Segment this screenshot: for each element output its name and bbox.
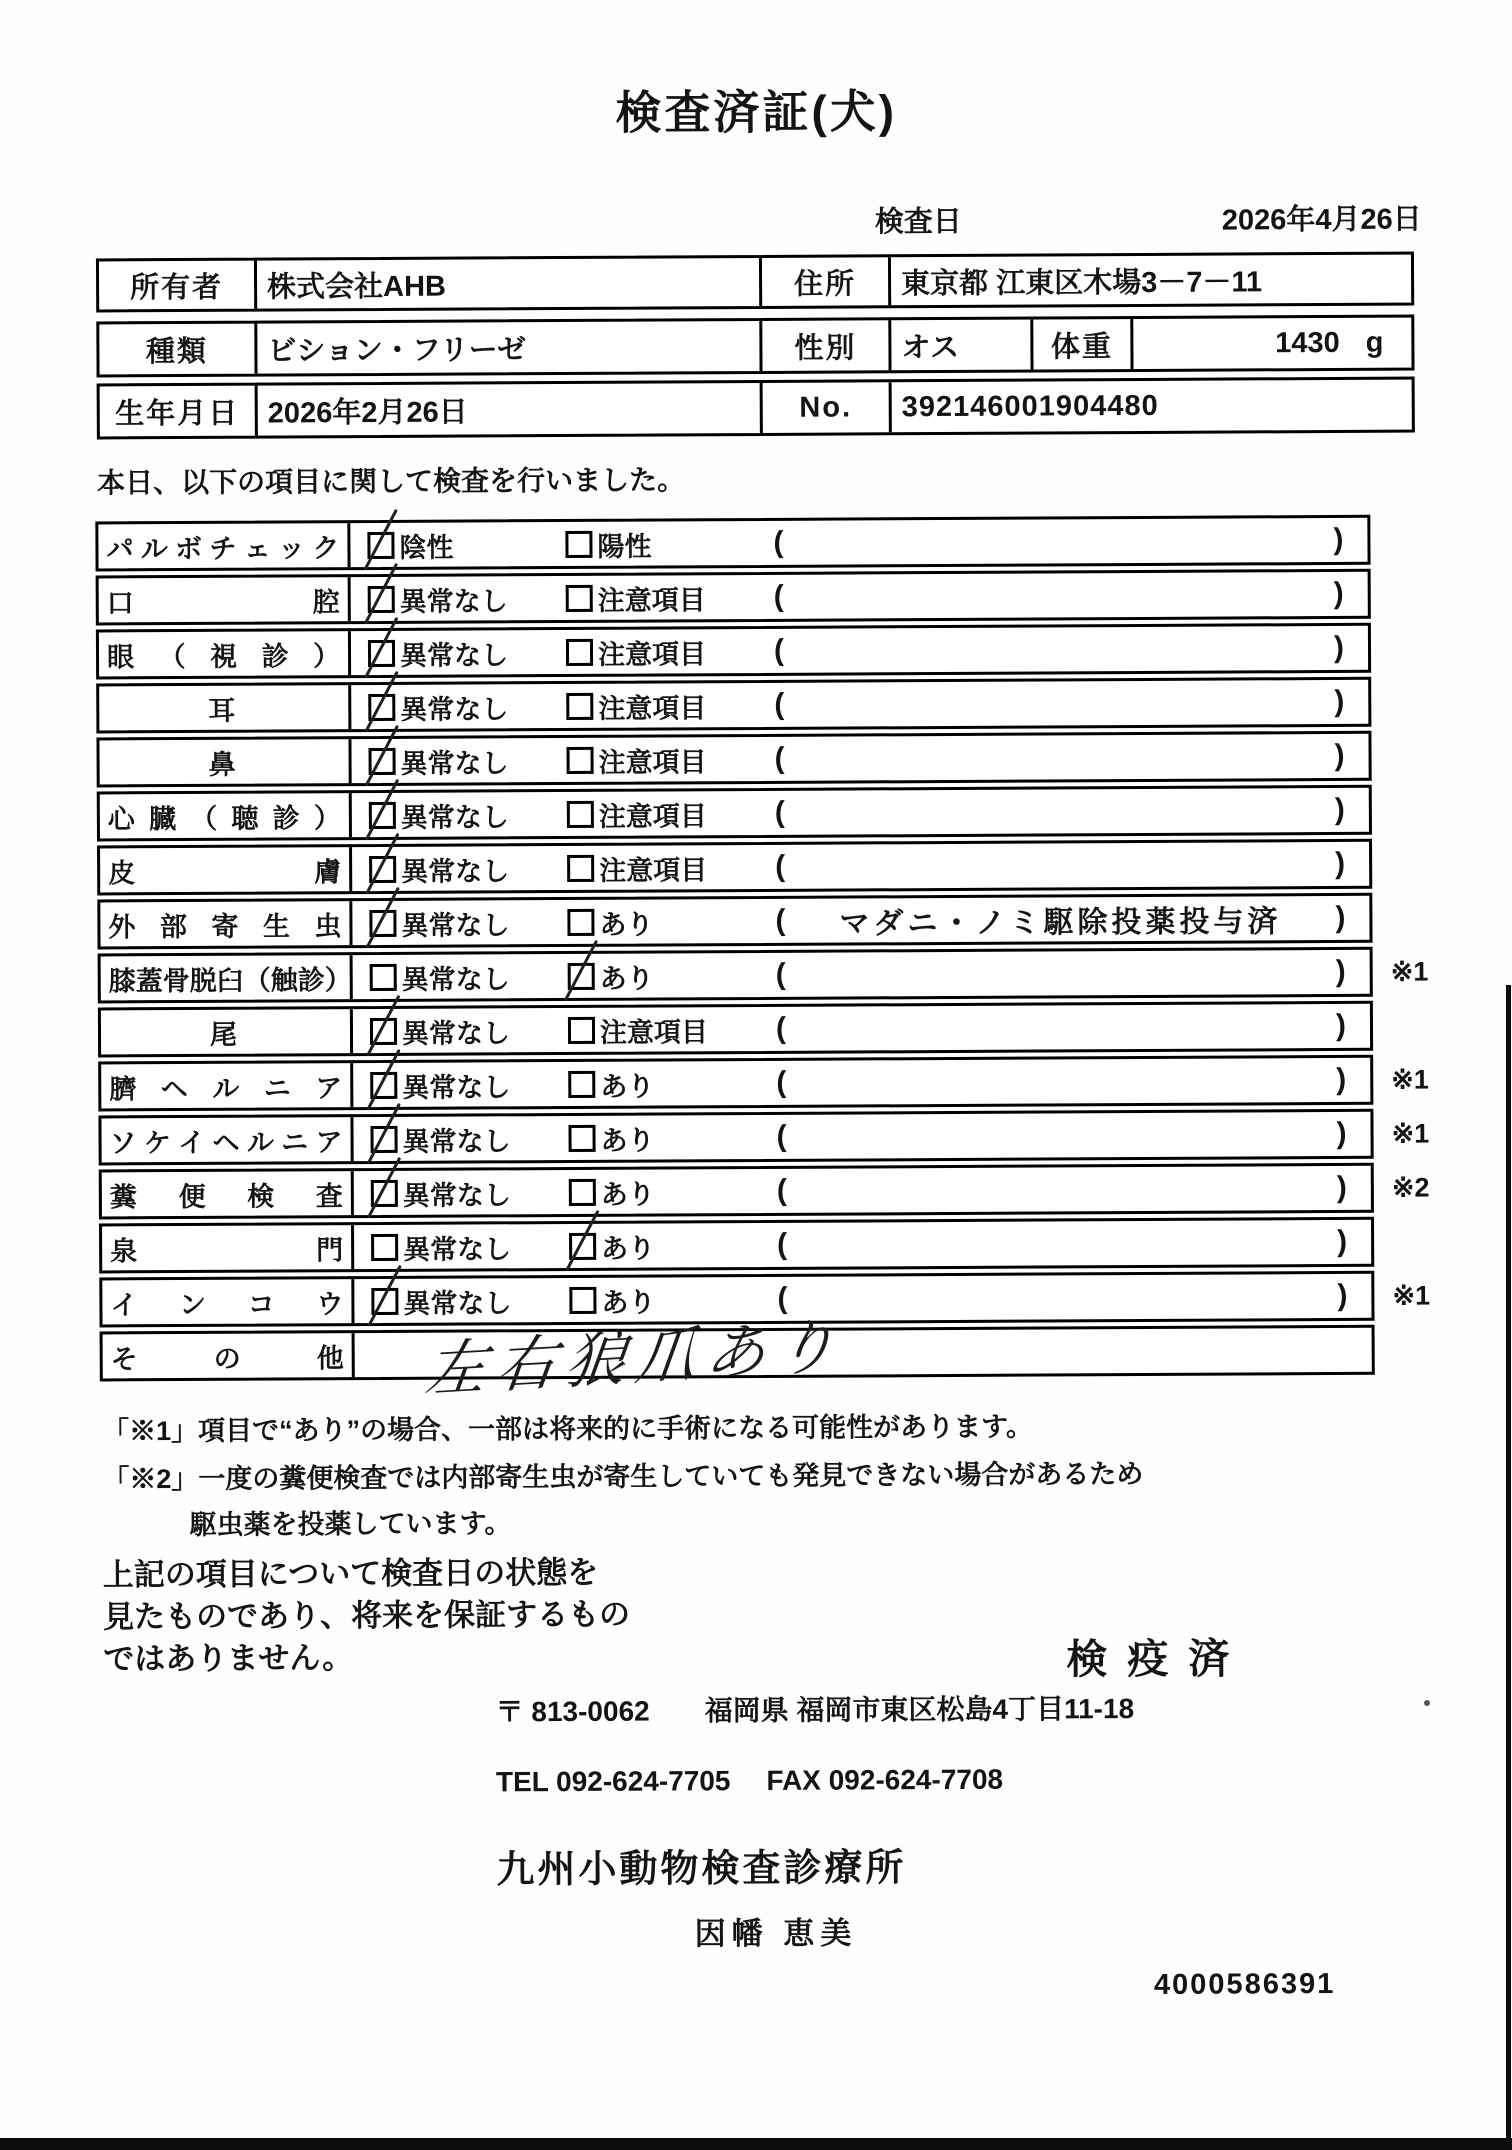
inspection-row-options [353, 1058, 1370, 1107]
inspection-item-label: 泉 門 [102, 1225, 354, 1270]
inspection-row-options [351, 572, 1368, 621]
weight-unit: g [1365, 326, 1384, 359]
inspection-item-label: そ の 他 [103, 1333, 355, 1378]
inspection-item-label: パ ル ボ チ ェ ッ ク [98, 523, 350, 568]
paren-open: ( [776, 1065, 787, 1099]
sex-label: 性別 [759, 320, 888, 371]
animal-info-row-2 [97, 377, 1415, 440]
scan-speck [1424, 1700, 1430, 1706]
footnote-marker [1392, 1216, 1462, 1266]
breed-label: 種類 [145, 335, 209, 368]
option-1 [371, 1280, 569, 1320]
checkbox[interactable] [568, 1070, 595, 1097]
option-2 [568, 1009, 766, 1049]
inspection-row-box [100, 1312, 1375, 1405]
paren-close: ) [1334, 738, 1345, 772]
option-1 [370, 1064, 568, 1104]
inspection-item-label: 臍 ヘ ル ニ ア [101, 1063, 353, 1108]
checkbox[interactable] [368, 639, 395, 666]
option-1 [367, 525, 565, 565]
option-1 [368, 633, 566, 673]
clinic-phone-line [496, 1761, 1512, 1798]
checkbox[interactable] [569, 1232, 596, 1259]
footnote-marker: ※1 [1391, 1117, 1430, 1149]
footnote-marker [1389, 730, 1459, 780]
option-1-label: 異常なし [399, 585, 508, 617]
paren-open: ( [776, 1173, 787, 1207]
option-1 [369, 902, 567, 942]
option-1-label: 異常なし [402, 1125, 511, 1157]
paren-open: ( [776, 1119, 787, 1153]
inspection-row [97, 892, 1512, 949]
option-2-label: あり [601, 1287, 656, 1318]
paren-close: ) [1336, 1116, 1347, 1150]
option-1 [370, 1010, 568, 1050]
inspection-item-label: ソ ケ イ ヘ ル ニ ア [101, 1117, 353, 1162]
inspection-row [96, 730, 1512, 787]
inspection-row-box [97, 785, 1372, 842]
birth-value: 2026年2月26日 [255, 383, 760, 436]
inspection-row-options [351, 734, 1368, 783]
clinic-postal-code: 〒 813-0062 [495, 1695, 650, 1728]
inspection-row-options [353, 1004, 1370, 1053]
inspection-item-label: 心 臓 （ 聴 診 ） [100, 793, 352, 838]
paren-open: ( [773, 633, 785, 667]
inspection-row-options [353, 1112, 1370, 1161]
paren-open: ( [777, 1227, 788, 1261]
checkbox[interactable] [569, 1178, 596, 1205]
inspection-item-label: 膝 蓋 骨 脱 臼 （ 触 診 ） [101, 955, 353, 1000]
handwritten-note: 左右狼爪あり [422, 1312, 850, 1405]
intro-text: 本日、以下の項目に関して検査を行いました。 [97, 464, 686, 499]
footnote-marker [1391, 1000, 1461, 1050]
inspection-row-box [98, 1109, 1373, 1166]
option-2-label: 注意項目 [598, 800, 707, 832]
finding-note [787, 1134, 1337, 1137]
weight-cell [1130, 318, 1411, 369]
option-2 [569, 1225, 767, 1265]
finding-note [786, 972, 1336, 975]
footnote-1: 「※1」項目で“あり”の場合、一部は将来的に手術になる可能性があります。 [102, 1411, 1034, 1447]
option-1 [369, 848, 567, 888]
option-2 [566, 577, 764, 617]
option-1-label: 陰性 [399, 532, 454, 563]
inspection-row-options [354, 1274, 1371, 1323]
checkbox[interactable] [370, 1071, 397, 1098]
checkbox[interactable] [370, 963, 397, 990]
paren-open: ( [775, 957, 786, 991]
option-2-label: 注意項目 [598, 692, 707, 724]
option-1-label: 異常なし [402, 1071, 511, 1103]
finding-note [784, 594, 1334, 597]
finding-note [786, 1026, 1336, 1029]
inspection-item-label: イ ン コ ウ [102, 1279, 354, 1324]
inspection-row [96, 676, 1512, 733]
owner-label: 所有者 [130, 271, 224, 304]
footnote-marker [1390, 784, 1460, 834]
option-1-label: 異常なし [401, 855, 510, 887]
inspection-item-label: 耳 [99, 685, 351, 730]
paren-open: ( [775, 1011, 787, 1045]
option-2-label: 陽性 [597, 531, 652, 562]
finding-note [787, 1242, 1337, 1245]
inspection-row [99, 1216, 1512, 1273]
finding-note [785, 810, 1335, 813]
option-2-label: 注意項目 [597, 584, 706, 616]
option-2 [567, 793, 765, 833]
inspection-row-box [96, 677, 1371, 734]
paren-close: ) [1333, 576, 1344, 610]
option-1 [369, 795, 567, 835]
inspection-row-options [352, 896, 1369, 945]
checkbox[interactable] [568, 1124, 595, 1151]
examiner-name: 因幡 恵美 [694, 1915, 858, 1952]
address-value: 東京都 江東区木場3－7－11 [888, 255, 1411, 306]
inspection-row-box [96, 623, 1371, 680]
inspection-row-box [95, 515, 1370, 572]
inspection-date-label: 検査日 [874, 205, 962, 239]
inspection-item-label: 外 部 寄 生 虫 [100, 901, 352, 946]
option-2-label: あり [601, 1233, 656, 1264]
checkbox[interactable] [567, 908, 594, 935]
inspection-row-box [99, 1217, 1374, 1274]
option-1-label: 異常なし [400, 747, 509, 779]
checkbox[interactable] [371, 1233, 398, 1260]
option-1-label: 異常なし [401, 1017, 511, 1049]
inspection-row-box [97, 893, 1372, 950]
inspection-row [96, 568, 1512, 625]
address-label: 住所 [759, 257, 888, 306]
weight-value: 1430 [1275, 326, 1340, 359]
footnote-marker: ※1 [1391, 1063, 1429, 1095]
option-2-label: あり [600, 1071, 655, 1102]
paren-close: ) [1335, 846, 1346, 880]
option-2 [568, 955, 766, 995]
disclaimer-line: 上記の項目について検査日の状態を [102, 1554, 599, 1593]
paren-close: ) [1336, 1062, 1347, 1096]
option-2-label: あり [599, 963, 654, 994]
finding-note [783, 540, 1333, 543]
checkbox[interactable] [566, 638, 593, 665]
page-title: 検査済証(犬) [615, 85, 898, 139]
paren-close: ) [1335, 900, 1346, 934]
finding-note [787, 1296, 1337, 1299]
option-1 [370, 1118, 568, 1158]
inspection-row-box [98, 1055, 1373, 1112]
paren-open: ( [773, 579, 784, 613]
inspection-row [95, 514, 1512, 571]
inspection-row-options [354, 1220, 1371, 1269]
inspection-row-options [355, 1312, 1372, 1405]
paren-close: ) [1336, 1170, 1347, 1204]
clinic-address-line [495, 1685, 1512, 1730]
inspection-row [98, 946, 1512, 1003]
inspection-row-options [351, 626, 1368, 675]
checkbox[interactable] [569, 1286, 596, 1313]
inspection-row [96, 622, 1512, 679]
option-1 [368, 687, 566, 727]
inspection-row-options [353, 950, 1370, 999]
paren-close: ) [1333, 630, 1345, 664]
paren-close: ) [1334, 792, 1345, 826]
checkbox[interactable] [370, 1017, 397, 1044]
option-2 [566, 685, 764, 725]
inspection-row-options [352, 842, 1369, 891]
checkbox[interactable] [368, 585, 395, 612]
option-2-label: 注意項目 [599, 854, 708, 886]
checkbox[interactable] [370, 1125, 397, 1152]
option-1 [371, 1226, 569, 1266]
inspection-item-label: 眼 （ 視 診 ） [99, 631, 351, 676]
option-1-label: 異常なし [401, 909, 510, 941]
finding-note [786, 1080, 1336, 1083]
inspection-item-label: 糞 便 検 査 [102, 1171, 354, 1216]
option-1 [371, 1172, 569, 1212]
inspection-date-value: 2026年4月26日 [1221, 203, 1422, 237]
inspection-row [99, 1162, 1512, 1219]
inspection-item-label: 口 腔 [99, 577, 351, 622]
option-1-label: 異常なし [403, 1233, 512, 1265]
finding-note [785, 756, 1335, 759]
inspection-row-box [97, 839, 1372, 896]
owner-name: 株式会社AHB [254, 258, 759, 309]
footnote-marker [1389, 676, 1459, 726]
checkbox[interactable] [371, 1287, 398, 1314]
footnote-marker [1389, 622, 1459, 672]
inspection-item-label: 尾 [101, 1009, 353, 1054]
footnote-2-line-1: 「※2」一度の糞便検査では内部寄生虫が寄生していても発見できない場合があるため [102, 1458, 1144, 1495]
option-1-label: 異常なし [403, 1287, 512, 1319]
checkbox[interactable] [369, 855, 396, 882]
paren-close: ) [1337, 1224, 1348, 1258]
scan-edge-bottom [0, 2138, 1512, 2150]
checkbox[interactable] [568, 962, 595, 989]
option-1-label: 異常なし [400, 801, 509, 833]
paren-open: ( [777, 1281, 788, 1315]
scan-edge-right [1506, 985, 1511, 2150]
option-1-label: 異常なし [402, 1179, 511, 1211]
footnote-marker: ※1 [1390, 955, 1429, 987]
option-2-label: 注意項目 [597, 638, 707, 670]
checkbox[interactable] [566, 692, 593, 719]
option-2 [567, 901, 765, 941]
paren-close: ) [1334, 684, 1345, 718]
option-1-label: 異常なし [400, 693, 509, 725]
no-label: No. [760, 382, 889, 433]
inspection-row-options [352, 788, 1369, 837]
checkbox[interactable] [371, 1179, 398, 1206]
option-2 [569, 1171, 767, 1211]
inspection-row [98, 1054, 1512, 1111]
checkbox[interactable] [369, 909, 396, 936]
disclaimer-line: ではありません。 [103, 1640, 354, 1677]
paren-close: ) [1335, 954, 1346, 988]
disclaimer [103, 1547, 1512, 1680]
option-2 [568, 1063, 766, 1103]
option-1 [368, 579, 566, 619]
clinic-address: 福岡県 福岡市東区松島4丁目11-18 [704, 1693, 1135, 1727]
inspection-row-options [350, 518, 1367, 567]
paren-open: ( [774, 741, 785, 775]
option-2 [566, 631, 764, 671]
inspection-row [98, 1108, 1512, 1165]
animal-info-row-1 [96, 315, 1414, 378]
paren-open: ( [775, 849, 786, 883]
inspection-row [100, 1312, 1512, 1405]
option-2-label: あり [600, 1125, 655, 1156]
finding-note [787, 1188, 1337, 1191]
checkbox[interactable] [565, 530, 592, 557]
paren-close: ) [1337, 1278, 1348, 1312]
checkbox[interactable] [368, 693, 395, 720]
inspection-date-line [875, 197, 1422, 241]
footnote-marker: ※2 [1391, 1171, 1430, 1203]
option-1 [370, 956, 568, 996]
checkbox[interactable] [369, 801, 396, 828]
option-2-label: 注意項目 [599, 1016, 709, 1048]
finding-note [785, 864, 1335, 867]
paren-open: ( [774, 687, 785, 721]
owner-table [96, 252, 1414, 313]
option-2 [567, 847, 765, 887]
paren-open: ( [773, 525, 784, 559]
footnote-2-line-2: 駆虫薬を投薬しています。 [189, 1508, 512, 1540]
inspection-item-label: 鼻 [99, 739, 351, 784]
weight-label: 体重 [1030, 319, 1130, 370]
document-number: 4000586391 [1153, 1967, 1336, 2001]
option-2-label: あり [600, 1179, 655, 1210]
inspection-row [97, 838, 1512, 895]
checkbox[interactable] [369, 747, 396, 774]
option-1 [368, 741, 566, 781]
checkbox[interactable] [367, 531, 394, 558]
clinic-name: 九州小動物検査診療所 [496, 1847, 907, 1892]
inspection-row [97, 784, 1512, 841]
clinic-fax: FAX 092-624-7708 [766, 1763, 1004, 1796]
birth-label: 生年月日 [115, 397, 240, 430]
checkbox[interactable] [567, 746, 594, 773]
option-1-label: 異常なし [399, 639, 509, 671]
inspection-table [95, 514, 1512, 1405]
inspection-row [98, 1000, 1512, 1057]
clinic-tel: TEL 092-624-7705 [495, 1765, 731, 1798]
footnote-marker [1390, 892, 1460, 942]
finding-note [784, 648, 1334, 651]
checkbox[interactable] [566, 584, 593, 611]
inspection-item-label: 皮 膚 [100, 847, 352, 892]
footnote-marker: ※1 [1392, 1279, 1431, 1311]
checkbox[interactable] [568, 1016, 595, 1043]
option-2 [565, 523, 763, 563]
inspection-row-box [99, 1163, 1374, 1220]
paren-close: ) [1333, 522, 1344, 556]
inspection-row-box [96, 569, 1371, 626]
footnote-marker [1390, 838, 1460, 888]
option-2 [566, 739, 764, 779]
inspection-row-box [98, 947, 1373, 1004]
footnote-marker [1388, 514, 1458, 564]
breed-value: ビション・フリーゼ [254, 321, 759, 374]
finding-note [784, 702, 1334, 705]
sex-value: オス [888, 320, 1030, 371]
certificate-content [0, 72, 1512, 2008]
option-2 [568, 1117, 766, 1157]
footnote-marker [1389, 568, 1459, 618]
finding-note: マダニ・ノミ駆除投薬投与済 [839, 905, 1282, 941]
option-2-label: 注意項目 [598, 746, 707, 778]
no-value: 392146001904480 [889, 380, 1412, 433]
footnote-marker [1393, 1324, 1463, 1374]
quarantine-stamp: 検疫済 [1066, 1635, 1250, 1683]
checkbox[interactable] [567, 854, 594, 881]
option-2-label: あり [599, 909, 654, 940]
option-1-label: 異常なし [401, 963, 510, 995]
paren-open: ( [774, 795, 785, 829]
inspection-row-options [354, 1166, 1371, 1215]
paren-close: ) [1335, 1008, 1347, 1042]
inspection-row-options [351, 680, 1368, 729]
inspection-row-box [98, 1001, 1373, 1058]
paren-open: ( [775, 903, 786, 937]
checkbox[interactable] [567, 800, 594, 827]
inspection-row-box [96, 731, 1371, 788]
disclaimer-line: 見たものであり、将来を保証するもの [102, 1596, 631, 1635]
